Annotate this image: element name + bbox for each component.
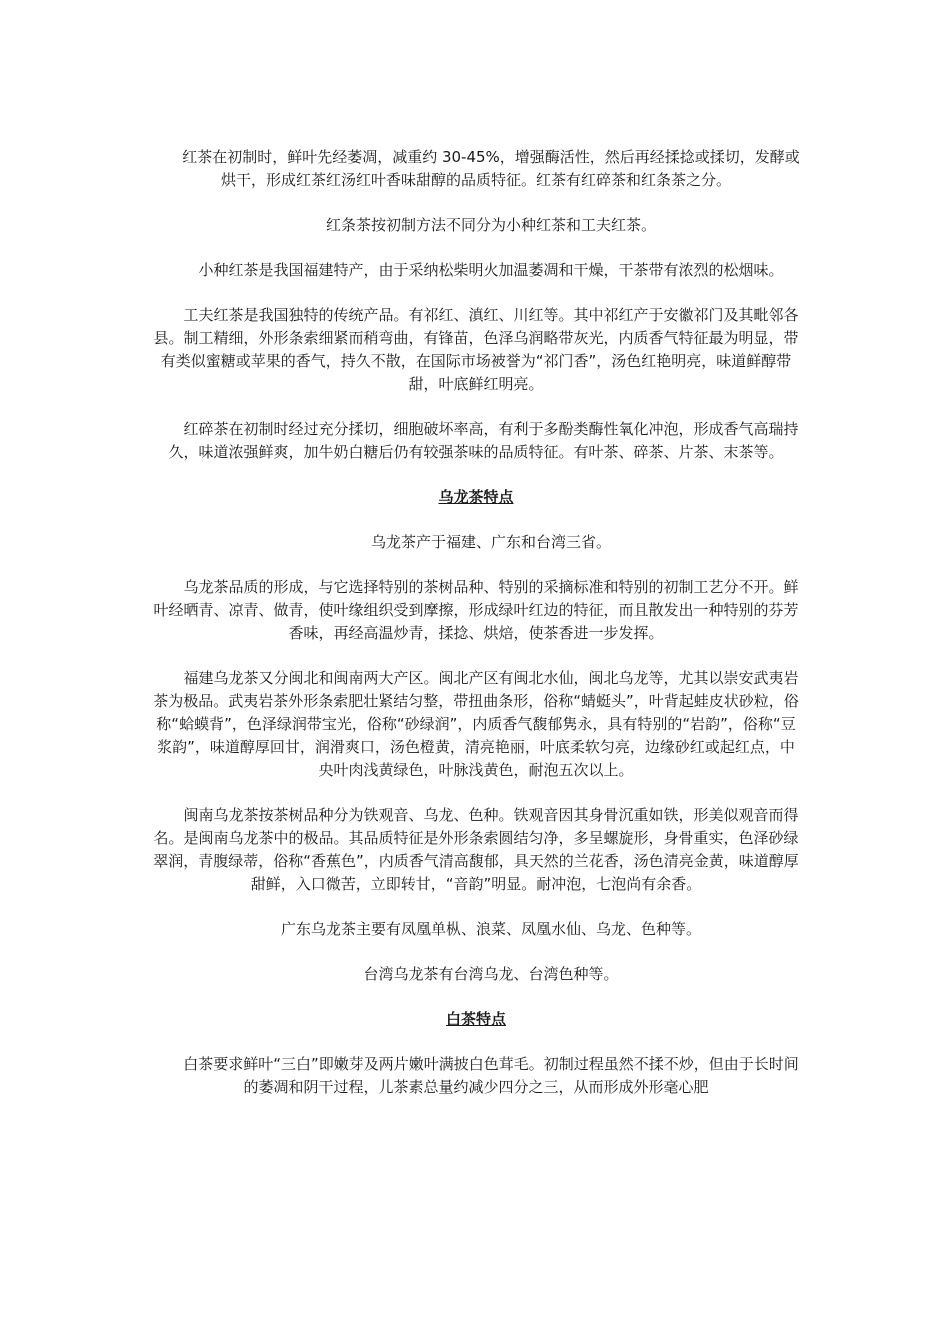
paragraph-oolong-origin: 乌龙茶产于福建、广东和台湾三省。 bbox=[370, 533, 611, 551]
paragraph-guangdong-oolong: 广东乌龙茶主要有凤凰单枞、浪菜、凤凰水仙、乌龙、色种等。 bbox=[280, 920, 701, 938]
heading-oolong: 乌龙茶特点 bbox=[438, 488, 514, 506]
paragraph-taiwan-oolong: 台湾乌龙茶有台湾乌龙、台湾色种等。 bbox=[363, 965, 619, 983]
paragraph-minnan-oolong: 闽南乌龙茶按茶树品种分为铁观音、乌龙、色种。铁观音因其身骨沉重如铁，形美似观音而得名。是闽南乌龙茶中的极品。其品质特征是外形条索圆结匀净，多呈螺旋形，身骨重实，色泽砂绿翠润，青腹绿蒂，俗称“香蕉色”，内质香气清高馥郁，具天然的兰花香，汤色清亮金黄，味道醇厚甜鲜，入口微苦，立即转甘，“音韵”明显。耐冲泡，七泡尚有余香。 bbox=[153, 806, 799, 893]
paragraph-fujian-oolong: 福建乌龙茶又分闽北和闽南两大产区。闽北产区有闽北水仙，闽北乌龙等，尤其以崇安武夷岩茶为极品。武夷岩茶外形条索肥壮紧结匀整，带扭曲条形，俗称“蜻蜓头”，叶背起蛙皮状砂粒，俗称“蛤蟆背”，色泽绿润带宝光，俗称“砂绿润”，内质香气馥郁隽永，具有特别的“岩韵”，俗称“豆浆韵”，味道醇厚回甘，润滑爽口，汤色橙黄，清亮艳丽，叶底柔软匀亮，边缘砂红或起红点，中央叶肉浅黄绿色，叶脉浅黄色，耐泡五次以上。 bbox=[153, 669, 799, 779]
paragraph-white-tea: 白茶要求鲜叶“三白”即嫩芽及两片嫩叶满披白色茸毛。初制过程虽然不揉不炒，但由于长时间的萎凋和阴干过程，儿茶素总量约减少四分之三，从而形成外形毫心肥 bbox=[183, 1055, 799, 1096]
paragraph-oolong-quality: 乌龙茶品质的形成，与它选择特别的茶树品种、特别的采摘标准和特别的初制工艺分不开。鲜叶经晒青、凉青、做青，使叶缘组织受到摩擦，形成绿叶红边的特征，而且散发出一种特别的芬芳香味，再经高温炒青，揉捻、烘焙，使茶香进一步发挥。 bbox=[153, 578, 799, 642]
paragraph-black-tea-processing: 红茶在初制时，鲜叶先经萎凋，减重约 30-45%，增强酶活性，然后再经揉捻或揉切，发酵或烘干，形成红茶红汤红叶香味甜醇的品质特征。红茶有红碎茶和红条茶之分。 bbox=[182, 148, 800, 189]
paragraph-congou: 工夫红茶是我国独特的传统产品。有祁红、滇红、川红等。其中祁红产于安徽祁门及其毗邻各县。制工精细，外形条索细紧而稍弯曲，有锋苗，色泽乌润略带灰光，内质香气特征最为明显，带有类似蜜糖或苹果的香气，持久不散，在国际市场被誉为“祁门香”，汤色红艳明亮，味道鲜醇带甜，叶底鲜红明亮。 bbox=[153, 306, 799, 393]
heading-white-tea: 白茶特点 bbox=[445, 1010, 506, 1028]
document-body bbox=[150, 146, 802, 1121]
paragraph-broken-black-tea: 红碎茶在初制时经过充分揉切，细胞破坏率高，有利于多酚类酶性氧化冲泡，形成香气高瑞持久，味道浓强鲜爽，加牛奶白糖后仍有较强茶味的品质特征。有叶茶、碎茶、片茶、末茶等。 bbox=[168, 420, 799, 461]
paragraph-strip-black-tea: 红条茶按初制方法不同分为小种红茶和工夫红茶。 bbox=[325, 216, 656, 234]
paragraph-souchong: 小种红茶是我国福建特产，由于采纳松柴明火加温萎凋和干燥，干茶带有浓烈的松烟味。 bbox=[198, 261, 784, 279]
